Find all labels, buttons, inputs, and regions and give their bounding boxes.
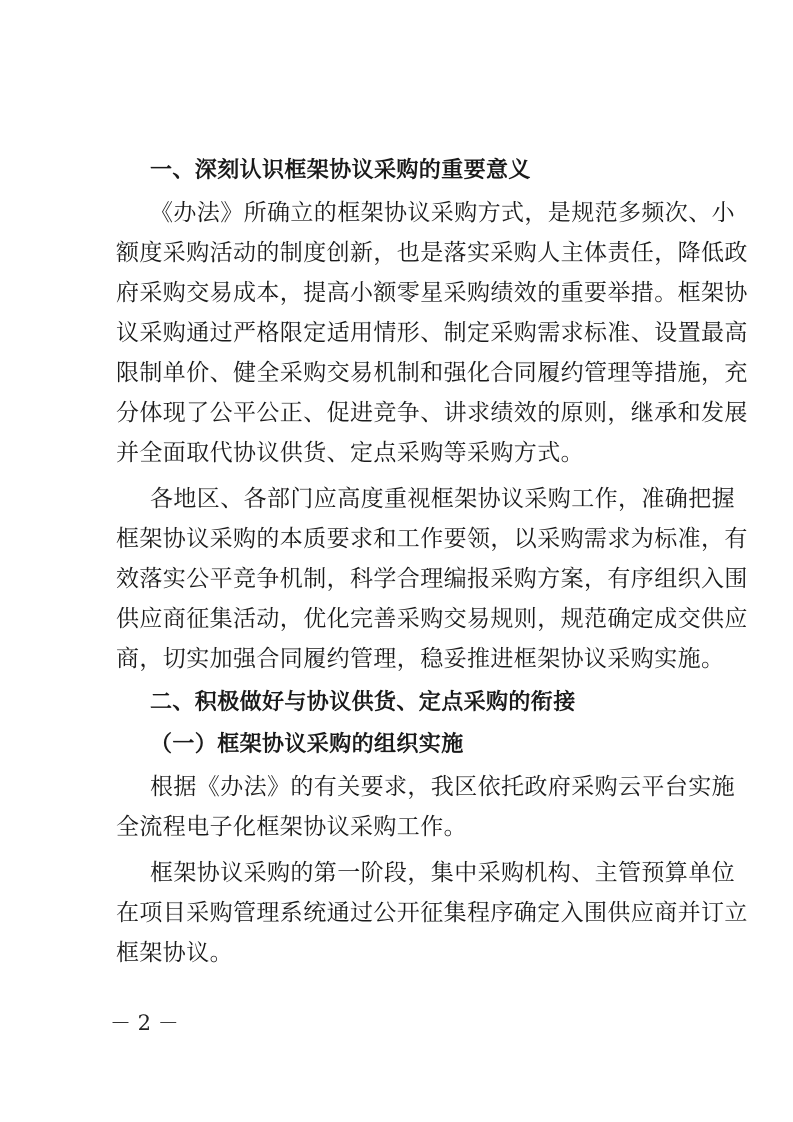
paragraph-1-line-4: 议采购通过严格限定适用情形、制定采购需求标准、设置最高 xyxy=(116,320,748,346)
paragraph-1-line-3: 府采购交易成本，提高小额零星采购绩效的重要举措。框架协 xyxy=(116,280,748,306)
paragraph-1-line-1: 《办法》所确立的框架协议采购方式，是规范多频次、小 xyxy=(150,200,735,226)
paragraph-1-line-5: 限制单价、健全采购交易机制和强化合同履约管理等措施，充 xyxy=(116,360,748,386)
paragraph-2-line-5: 商，切实加强合同履约管理，稳妥推进框架协议采购实施。 xyxy=(116,646,725,672)
paragraph-2-line-4: 供应商征集活动，优化完善采购交易规则，规范确定成交供应 xyxy=(116,606,748,632)
paragraph-2-line-3: 效落实公平竞争机制，科学合理编报采购方案，有序组织入围 xyxy=(116,566,748,592)
paragraph-2-line-1: 各地区、各部门应高度重视框架协议采购工作，准确把握 xyxy=(150,486,735,512)
paragraph-3-line-1: 根据《办法》的有关要求，我区依托政府采购云平台实施 xyxy=(150,774,735,800)
paragraph-3-line-2: 全流程电子化框架协议采购工作。 xyxy=(116,814,467,840)
paragraph-1-line-7: 并全面取代协议供货、定点采购等采购方式。 xyxy=(116,440,584,466)
paragraph-1-line-6: 分体现了公平公正、促进竞争、讲求绩效的原则，继承和发展 xyxy=(116,400,748,426)
page-number: － 2 － xyxy=(110,1011,179,1035)
paragraph-2-line-2: 框架协议采购的本质要求和工作要领，以采购需求为标准，有 xyxy=(116,526,748,552)
section-heading-2: 二、积极做好与协议供货、定点采购的衔接 xyxy=(150,690,576,715)
section-heading-1: 一、深刻认识框架协议采购的重要意义 xyxy=(150,158,531,183)
paragraph-4-line-2: 在项目采购管理系统通过公开征集程序确定入围供应商并订立 xyxy=(116,900,748,926)
paragraph-1-line-2: 额度采购活动的制度创新，也是落实采购人主体责任，降低政 xyxy=(116,240,748,266)
subsection-heading-1: （一）框架协议采购的组织实施 xyxy=(150,732,464,757)
paragraph-4-line-1: 框架协议采购的第一阶段，集中采购机构、主管预算单位 xyxy=(150,860,735,886)
paragraph-4-line-3: 框架协议。 xyxy=(116,940,233,966)
